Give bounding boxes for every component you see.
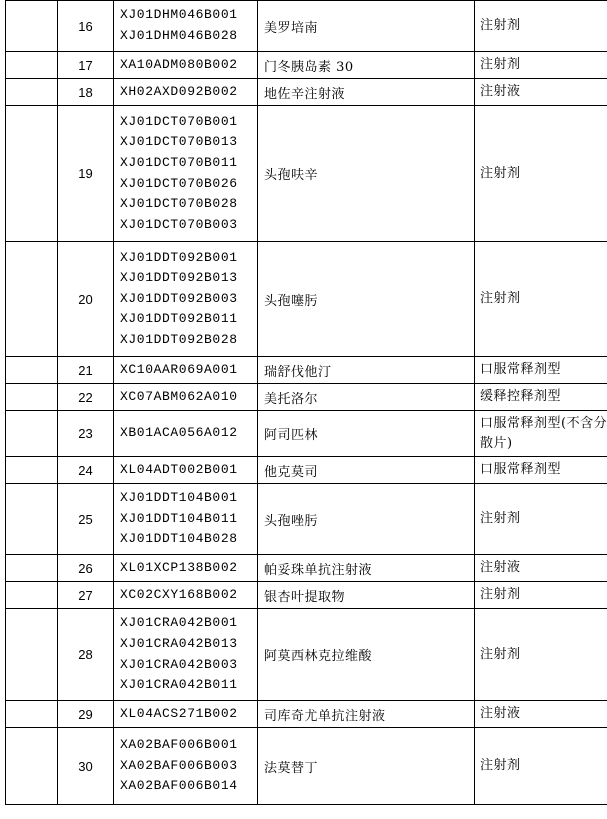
drug-code-cell xyxy=(114,79,258,106)
drug-name: 头孢唑肟 xyxy=(258,484,475,555)
drug-name: 瑞舒伐他汀 xyxy=(258,357,475,384)
dosage-form: 注射剂 xyxy=(475,609,607,701)
table-row xyxy=(6,384,607,411)
drug-code: XC07ABM062A010 xyxy=(120,388,238,404)
drug-name: 阿莫西林克拉维酸 xyxy=(258,609,475,701)
drug-code: XA10ADM080B002 xyxy=(120,56,238,72)
drug-list-table xyxy=(5,0,607,805)
row-margin-cell xyxy=(6,79,58,106)
table-row xyxy=(6,555,607,582)
drug-code-cell xyxy=(114,106,258,242)
row-number: 23 xyxy=(58,411,114,457)
drug-code: XL01XCP138B002 xyxy=(120,559,238,575)
drug-list-body xyxy=(6,1,607,805)
drug-name: 美托洛尔 xyxy=(258,384,475,411)
dosage-form: 注射剂 xyxy=(475,728,607,805)
table-row xyxy=(6,357,607,384)
table-row xyxy=(6,52,607,79)
table-row xyxy=(6,79,607,106)
drug-code-cell xyxy=(114,1,258,52)
drug-code: XJ01DCT070B011 xyxy=(120,154,238,170)
drug-code: XJ01CRA042B003 xyxy=(120,656,238,672)
row-margin-cell xyxy=(6,106,58,242)
drug-name: 法莫替丁 xyxy=(258,728,475,805)
drug-code: XA02BAF006B003 xyxy=(120,757,238,773)
row-number: 27 xyxy=(58,582,114,609)
row-number: 28 xyxy=(58,609,114,701)
table-row xyxy=(6,728,607,805)
row-margin-cell xyxy=(6,484,58,555)
drug-code-cell xyxy=(114,411,258,457)
drug-code-cell xyxy=(114,555,258,582)
drug-code-cell xyxy=(114,728,258,805)
drug-name: 头孢呋辛 xyxy=(258,106,475,242)
table-row xyxy=(6,582,607,609)
row-number: 20 xyxy=(58,242,114,357)
drug-code: XL04ACS271B002 xyxy=(120,705,238,721)
drug-code: XJ01DDT092B013 xyxy=(120,270,238,286)
drug-code: XB01ACA056A012 xyxy=(120,425,238,441)
table-row xyxy=(6,106,607,242)
drug-code-cell xyxy=(114,457,258,484)
drug-code-cell xyxy=(114,357,258,384)
drug-code-cell xyxy=(114,52,258,79)
drug-code: XJ01DCT070B001 xyxy=(120,113,238,129)
drug-code: XJ01DCT070B028 xyxy=(120,196,238,212)
drug-code-cell xyxy=(114,609,258,701)
row-margin-cell xyxy=(6,411,58,457)
row-margin-cell xyxy=(6,457,58,484)
drug-code: XL04ADT002B001 xyxy=(120,461,238,477)
drug-code: XJ01DDT104B011 xyxy=(120,510,238,526)
dosage-form: 注射剂 xyxy=(475,52,607,79)
dosage-form: 注射液 xyxy=(475,555,607,582)
drug-code-cell xyxy=(114,484,258,555)
drug-name: 美罗培南 xyxy=(258,1,475,52)
row-margin-cell xyxy=(6,52,58,79)
row-number: 22 xyxy=(58,384,114,411)
table-row xyxy=(6,411,607,457)
drug-name: 司库奇尤单抗注射液 xyxy=(258,701,475,728)
drug-name: 地佐辛注射液 xyxy=(258,79,475,106)
row-margin-cell xyxy=(6,555,58,582)
row-margin-cell xyxy=(6,609,58,701)
row-number: 24 xyxy=(58,457,114,484)
table-row xyxy=(6,484,607,555)
dosage-form: 缓释控释剂型 xyxy=(475,384,607,411)
drug-name: 头孢噻肟 xyxy=(258,242,475,357)
drug-code-cell xyxy=(114,582,258,609)
dosage-form: 口服常释剂型 xyxy=(475,357,607,384)
row-number: 25 xyxy=(58,484,114,555)
table-row xyxy=(6,701,607,728)
drug-code: XJ01DDT092B028 xyxy=(120,331,238,347)
drug-code: XJ01CRA042B013 xyxy=(120,635,238,651)
drug-code: XJ01DDT104B001 xyxy=(120,490,238,506)
row-margin-cell xyxy=(6,1,58,52)
drug-name: 帕妥珠单抗注射液 xyxy=(258,555,475,582)
drug-code: XJ01DCT070B003 xyxy=(120,216,238,232)
row-margin-cell xyxy=(6,357,58,384)
drug-code: XJ01CRA042B011 xyxy=(120,677,238,693)
row-number: 17 xyxy=(58,52,114,79)
dosage-form: 注射剂 xyxy=(475,242,607,357)
row-margin-cell xyxy=(6,582,58,609)
dosage-form: 注射液 xyxy=(475,701,607,728)
drug-code: XJ01DDT104B028 xyxy=(120,531,238,547)
dosage-form: 注射剂 xyxy=(475,1,607,52)
dosage-form: 注射剂 xyxy=(475,484,607,555)
row-number: 16 xyxy=(58,1,114,52)
row-number: 19 xyxy=(58,106,114,242)
drug-code-cell xyxy=(114,242,258,357)
drug-code: XJ01DHM046B001 xyxy=(120,7,238,23)
drug-name: 阿司匹林 xyxy=(258,411,475,457)
drug-code: XJ01DCT070B026 xyxy=(120,175,238,191)
row-number: 30 xyxy=(58,728,114,805)
dosage-form: 口服常释剂型(不含分散片) xyxy=(475,411,607,457)
table-row xyxy=(6,609,607,701)
drug-code: XJ01DHM046B028 xyxy=(120,28,238,43)
row-margin-cell xyxy=(6,384,58,411)
drug-name: 门冬胰岛素 30 xyxy=(258,52,475,79)
table-row xyxy=(6,457,607,484)
drug-name: 银杏叶提取物 xyxy=(258,582,475,609)
drug-code-cell xyxy=(114,701,258,728)
dosage-form: 注射液 xyxy=(475,79,607,106)
drug-code: XJ01DDT092B003 xyxy=(120,290,238,306)
drug-code: XJ01CRA042B001 xyxy=(120,615,238,631)
table-row xyxy=(6,1,607,52)
dosage-form: 注射剂 xyxy=(475,106,607,242)
drug-code: XC02CXY168B002 xyxy=(120,586,238,602)
drug-name: 他克莫司 xyxy=(258,457,475,484)
table-row xyxy=(6,242,607,357)
row-margin-cell xyxy=(6,242,58,357)
row-margin-cell xyxy=(6,701,58,728)
drug-code-cell xyxy=(114,384,258,411)
row-margin-cell xyxy=(6,728,58,805)
drug-code: XJ01DDT092B011 xyxy=(120,311,238,327)
drug-code: XJ01DCT070B013 xyxy=(120,134,238,150)
dosage-form: 口服常释剂型 xyxy=(475,457,607,484)
row-number: 26 xyxy=(58,555,114,582)
drug-code: XA02BAF006B014 xyxy=(120,778,238,794)
drug-code: XA02BAF006B001 xyxy=(120,737,238,753)
dosage-form: 注射剂 xyxy=(475,582,607,609)
row-number: 21 xyxy=(58,357,114,384)
drug-code: XC10AAR069A001 xyxy=(120,361,238,377)
row-number: 29 xyxy=(58,701,114,728)
row-number: 18 xyxy=(58,79,114,106)
drug-code: XH02AXD092B002 xyxy=(120,83,238,99)
drug-code: XJ01DDT092B001 xyxy=(120,249,238,265)
